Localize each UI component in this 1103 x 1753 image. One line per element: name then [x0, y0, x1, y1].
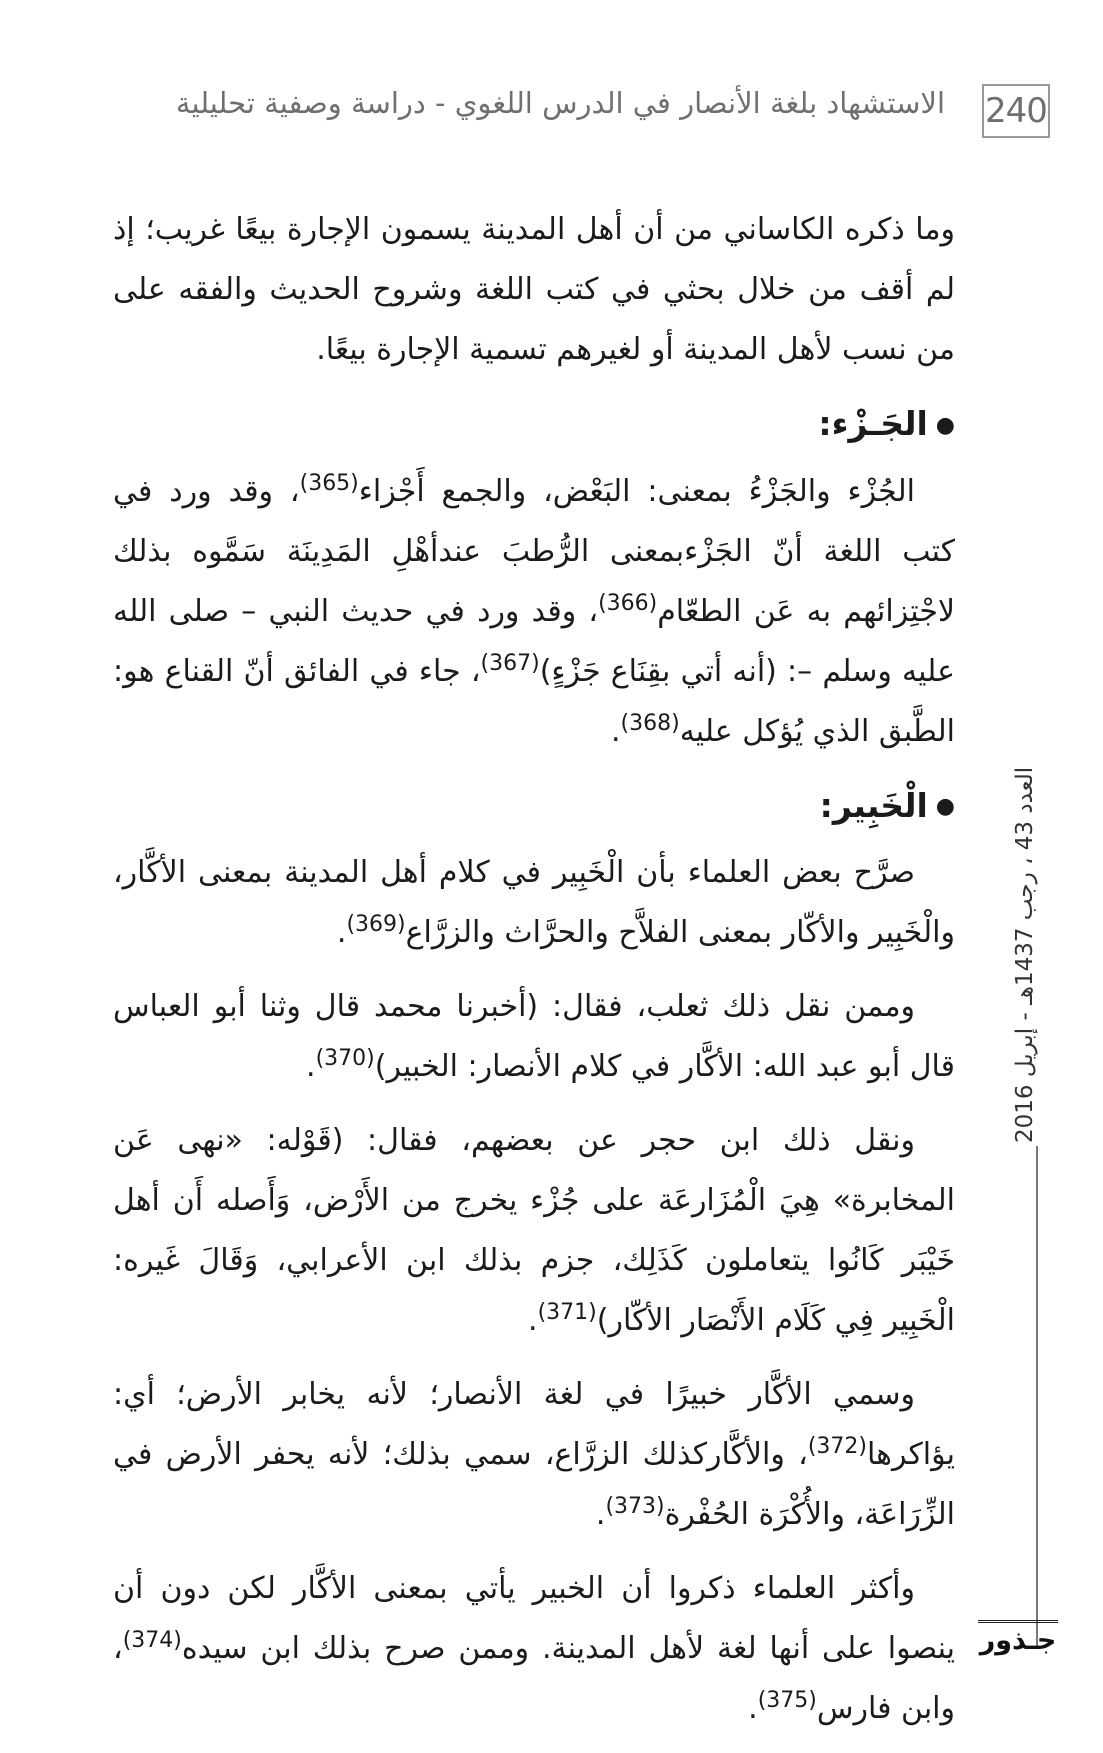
footnote-ref[interactable]: (365)	[299, 470, 359, 496]
footnote-ref[interactable]: (368)	[620, 710, 680, 736]
issue-info-vertical: العدد 43 ، رجب 1437هـ - إبريل 2016	[1012, 766, 1038, 1143]
footnote-ref[interactable]: (367)	[480, 650, 540, 676]
paragraph-jaz-definition	[113, 462, 955, 762]
text-run: .	[610, 713, 621, 749]
heading-text: الْخَبِير:	[819, 785, 928, 825]
text-run: .	[595, 1497, 606, 1532]
text-run: ، وابن فارس	[113, 1631, 955, 1726]
page-number: 240	[982, 84, 1050, 138]
side-divider	[1036, 1146, 1038, 1646]
text-run: .	[306, 1049, 316, 1084]
text-run: وسمي الأكَّار خبيرًا في لغة الأنصار؛ لأنه يخابر الأرض؛ أي: يؤاكرها	[113, 1377, 955, 1472]
text-run: الجُزْء والجَزْءُ بمعنى: البَعْض، والجمع أَجْزاء	[358, 473, 915, 509]
text-run: وأكثر العلماء ذكروا أن الخبير يأتي بمعنى الأكَّار لكن دون أن ينصوا على أنها لغة لأهل المدينة. وممن صرح بذلك ابن سيده	[113, 1571, 955, 1666]
text-run: صرَّح بعض العلماء بأن الْخَبِير في كلام أهل المدينة بمعنى الأكَّار، والْخَبِير والأكّار بمعنى الفلاَّح والحرَّاث والزرَّاع	[113, 855, 955, 950]
heading-text: الجَـزْء:	[818, 404, 928, 443]
paragraph-thalab-quote	[113, 977, 955, 1097]
section-heading-jaz	[113, 394, 955, 456]
paragraph-ibn-hajar-quote	[113, 1111, 955, 1351]
footnote-ref[interactable]: (373)	[605, 1494, 665, 1519]
bullet-icon: ●	[935, 794, 955, 819]
text-run: ، وقد ورد في حديث النبي – صلى الله عليه وسلم –: (أنه أتي بقِنَاع جَزْءٍ)	[113, 593, 955, 689]
text-run: .	[336, 915, 347, 950]
paragraph-naming-reason	[113, 1365, 955, 1545]
text-run: ، والأكَّاركذلك الزرَّاع، سمي بذلك؛ لأنه يحفر الأرض في الزِّرَاعَة، والأُكْرَة الحُفْرة	[113, 1437, 955, 1532]
footnote-ref[interactable]: (369)	[346, 912, 406, 937]
article-body	[113, 200, 955, 1753]
footnote-ref[interactable]: (366)	[598, 590, 658, 616]
footnote-ref[interactable]: (375)	[757, 1688, 817, 1713]
section-heading-khabir	[113, 776, 955, 838]
text-run: ، وقد ورد في كتب اللغة أنّ الجَزْءبمعنى الرُّطبَ عندأهْلِ المَدِينَة سَمَّوه بذلك لاجْتِزائهم به عَن الطعّام	[113, 473, 955, 629]
bullet-icon: ●	[935, 412, 955, 438]
paragraph-scholars-summary	[113, 1559, 955, 1739]
text-run: ونقل ذلك ابن حجر عن بعضهم، فقال: (قَوْله: «نهى عَن المخابرة» هِيَ الْمُزَارعَة على جُزْء يخرج من الأَرْض، وَأَصله أَن أهل خَيْبَر كَانُوا يتعاملون كَذَلِك، جزم بذلك ابن الأعرابي، وَقَالَ غَيره: الْخَبِير فِي كَلَام الأَنْصَار الأكّار)	[113, 1123, 955, 1338]
footnote-ref[interactable]: (370)	[315, 1046, 375, 1071]
footnote-ref[interactable]: (372)	[807, 1434, 868, 1459]
paragraph-intro: وما ذكره الكاساني من أن أهل المدينة يسمون الإجارة بيعًا غريب؛ إذ لم أقف من خلال بحثي في كتب اللغة وشروح الحديث والفقه على من نسب لأهل المدينة أو لغيرهم تسمية الإجارة بيعًا.	[113, 212, 955, 367]
footnote-ref[interactable]: (371)	[537, 1300, 597, 1325]
text-run: ، جاء في الفائق أنّ القناع هو: الطَّبق الذي يُؤكل عليه	[113, 653, 955, 749]
running-header-title: الاستشهاد بلغة الأنصار في الدرس اللغوي - دراسة وصفية تحليلية	[175, 86, 945, 120]
paragraph-khabir-definition	[113, 843, 955, 963]
footnote-ref[interactable]: (374)	[122, 1628, 182, 1653]
text-run: .	[748, 1691, 758, 1726]
text-run: .	[528, 1303, 538, 1338]
text-run: وممن نقل ذلك ثعلب، فقال: (أخبرنا محمد قال وثنا أبو العباس قال أبو عبد الله: الأكَّار في كلام الأنصار: الخبير)	[113, 989, 955, 1084]
journal-logo: جـذور	[978, 1620, 1058, 1665]
